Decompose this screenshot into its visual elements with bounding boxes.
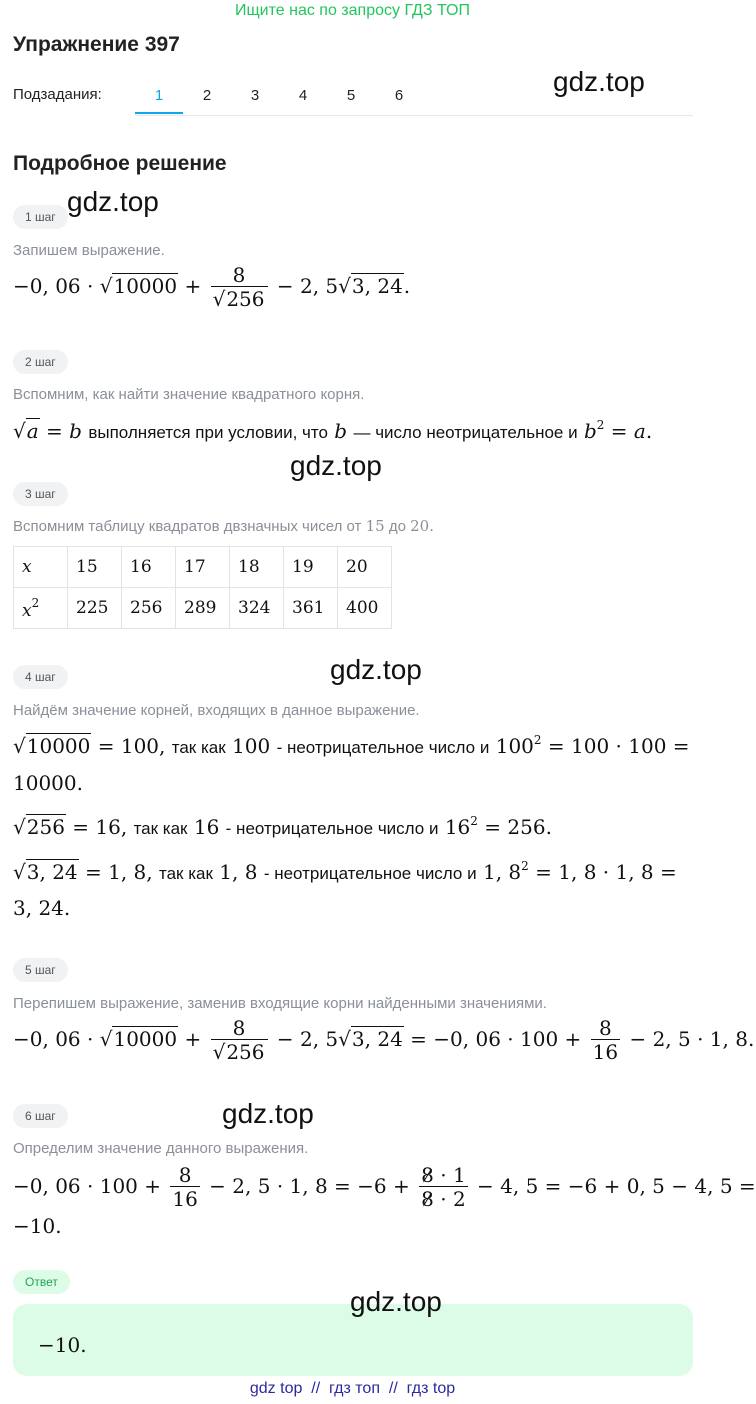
table-cell: 19 bbox=[284, 547, 338, 588]
tab-subtask-6[interactable]: 6 bbox=[394, 87, 404, 104]
subtasks-label: Подзадания: bbox=[13, 86, 102, 103]
step-6-expression: −0, 06 · 100 + $\frac{8}{16}$ − 2, 5 · 1, 8 = −6 + $\frac{8 \cdot 1}{8 \cdot 2}$ − 4, 5 = −6 + 0, 5 − 4, 5 = bbox=[13, 1163, 756, 1211]
step-1-badge: 1 шаг bbox=[13, 205, 68, 229]
watermark: gdz.top bbox=[330, 654, 422, 685]
step-4-root-324: √3, 24 = 1, 8, так как 1, 8 - неотрицательное число и 1, $8^2 = 1$, 8 · 1, 8 = bbox=[13, 859, 677, 884]
step-4-root-256: √256 = 16, так как 16 - неотрицательное число и $16^2 = 256$. bbox=[13, 814, 552, 839]
table-cell: 15 bbox=[68, 547, 122, 588]
page-title: Упражнение 397 bbox=[13, 33, 180, 56]
watermark: gdz.top bbox=[553, 66, 645, 97]
step-6-note: Определим значение данного выражения. bbox=[13, 1140, 309, 1157]
table-row bbox=[14, 547, 392, 588]
table-row bbox=[14, 588, 392, 629]
step-1-note: Запишем выражение. bbox=[13, 242, 165, 259]
step-3-note: Вспомним таблицу квадратов двзначных чисел от 15 до 20. bbox=[13, 517, 434, 535]
answer-badge: Ответ bbox=[13, 1270, 70, 1294]
table-cell: 324 bbox=[230, 588, 284, 629]
watermark: gdz.top bbox=[222, 1098, 314, 1129]
step-4-root-10000: √10000 = 100, так как 100 - неотрицательное число и $100^2 = 100 \cdot 100$ = bbox=[13, 733, 690, 758]
step-3-badge: 3 шаг bbox=[13, 482, 68, 506]
solution-heading: Подробное решение bbox=[13, 152, 227, 175]
table-cell: 16 bbox=[122, 547, 176, 588]
tab-subtask-4[interactable]: 4 bbox=[298, 87, 308, 104]
step-2-badge: 2 шаг bbox=[13, 350, 68, 374]
table-cell: 400 bbox=[338, 588, 392, 629]
table-header-cell: $x^2$ bbox=[14, 588, 68, 629]
step-5-note: Перепишем выражение, заменив входящие корни найденными значениями. bbox=[13, 995, 547, 1012]
answer-value: −10. bbox=[38, 1333, 87, 1357]
tab-subtask-1[interactable]: 1 bbox=[135, 78, 183, 114]
table-cell: 18 bbox=[230, 547, 284, 588]
tab-subtask-3[interactable]: 3 bbox=[250, 87, 260, 104]
table-cell: 17 bbox=[176, 547, 230, 588]
step-2-rule: √a = b выполняется при условии, что b — число неотрицательное и $b^2 = a$. bbox=[13, 418, 653, 443]
table-cell: 225 bbox=[68, 588, 122, 629]
step-6-badge: 6 шаг bbox=[13, 1104, 68, 1128]
squares-table bbox=[13, 546, 392, 629]
step-5-expression: −0, 06 · √10000 + $\frac{8}{√256}$ − 2, 5√3, 24 = −0, 06 · 100 + $\frac{8}{16}$ − 2, 5 · 1, 8. bbox=[13, 1016, 755, 1064]
table-cell: 256 bbox=[122, 588, 176, 629]
tab-subtask-5[interactable]: 5 bbox=[346, 87, 356, 104]
watermark: gdz.top bbox=[67, 186, 159, 217]
tabs-divider bbox=[135, 115, 693, 116]
step-4-root-10000-cont: 10000. bbox=[13, 771, 83, 795]
step-4-badge: 4 шаг bbox=[13, 665, 68, 689]
watermark: gdz.top bbox=[290, 450, 382, 481]
step-4-root-324-cont: 3, 24. bbox=[13, 896, 71, 920]
footer-links: gdz top // гдз топ // гдз top bbox=[249, 1380, 456, 1397]
table-cell: 20 bbox=[338, 547, 392, 588]
watermark: gdz.top bbox=[350, 1286, 442, 1317]
step-2-note: Вспомним, как найти значение квадратного корня. bbox=[13, 386, 365, 403]
table-header-cell: x bbox=[14, 547, 68, 588]
table-cell: 289 bbox=[176, 588, 230, 629]
subtask-tabs bbox=[135, 78, 423, 114]
step-4-note: Найдём значение корней, входящих в данное выражение. bbox=[13, 702, 420, 719]
step-6-expression-cont: −10. bbox=[13, 1214, 62, 1238]
search-banner: Ищите нас по запросу ГДЗ ТОП bbox=[235, 2, 470, 19]
table-cell: 361 bbox=[284, 588, 338, 629]
step-5-badge: 5 шаг bbox=[13, 958, 68, 982]
tab-subtask-2[interactable]: 2 bbox=[202, 87, 212, 104]
step-1-expression: −0, 06 · √10000 + $\frac{8}{√256}$ − 2, 5√3, 24. bbox=[13, 263, 411, 311]
